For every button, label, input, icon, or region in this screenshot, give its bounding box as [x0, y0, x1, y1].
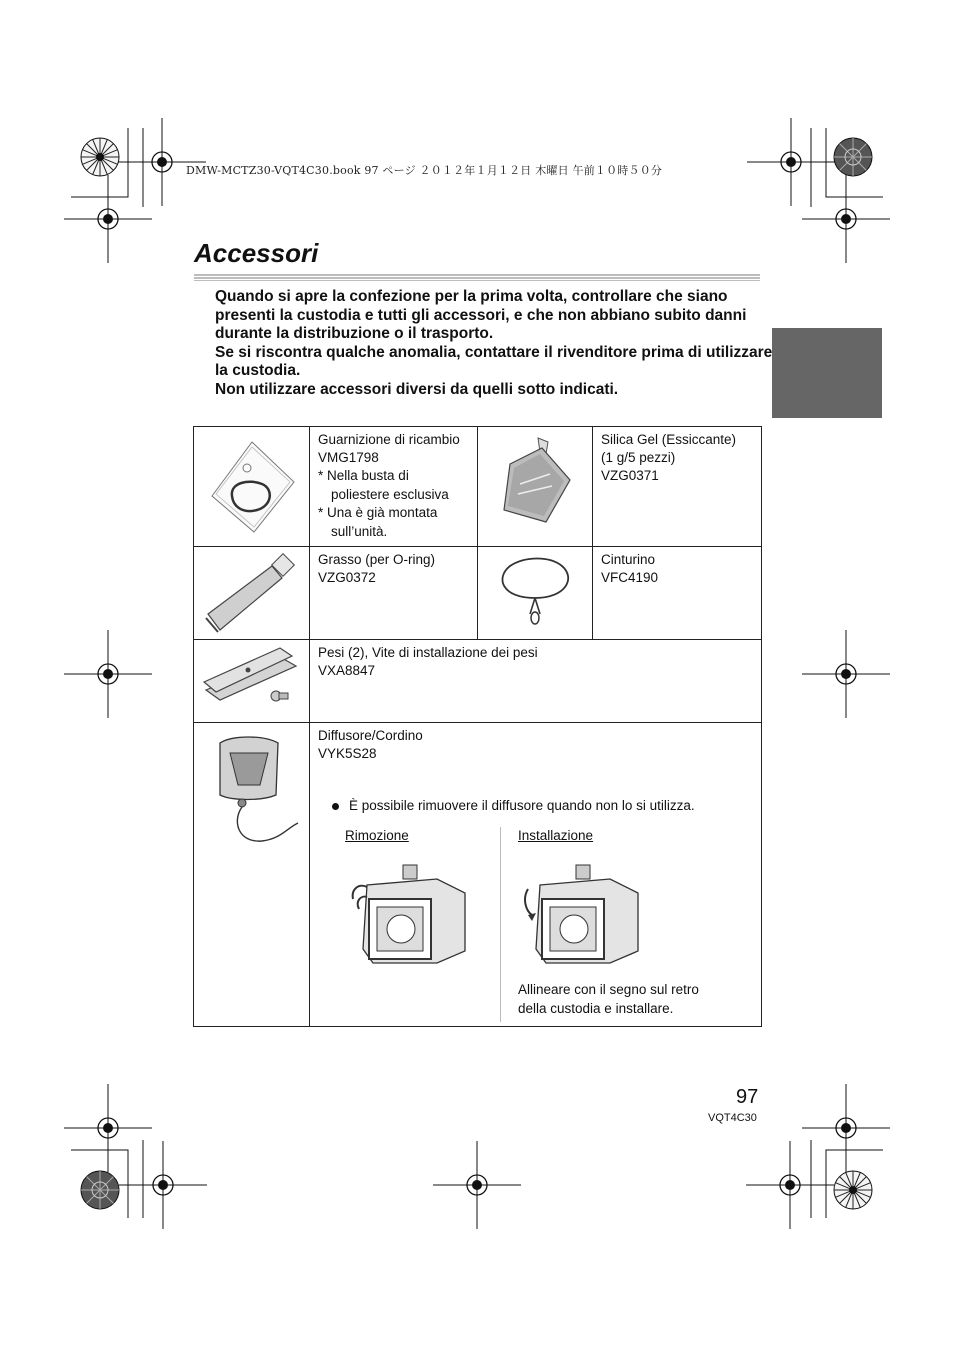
- gasket-notes: [318, 467, 469, 541]
- bullet-dot-icon: [332, 803, 339, 810]
- silica-gel-icon: [490, 434, 580, 534]
- install-step: [501, 827, 728, 1022]
- intro-text: [215, 288, 775, 399]
- diffuser-image-cell: [194, 723, 310, 1027]
- table-row: [194, 723, 762, 1027]
- table-row: [194, 547, 762, 640]
- diffuser-steps: [318, 827, 753, 1022]
- removal-label: Rimozione: [345, 828, 409, 843]
- gasket-info: [310, 427, 478, 547]
- silica-code: VZG0371: [601, 468, 659, 483]
- silica-detail: (1 g/5 pezzi): [601, 450, 676, 465]
- table-row: [194, 640, 762, 723]
- removal-step: [318, 827, 501, 1022]
- silica-name: Silica Gel (Essiccante): [601, 432, 737, 447]
- weights-image-cell: [194, 640, 310, 723]
- housing-install-icon: [518, 859, 643, 969]
- gasket-note-2: * Una è già montata sull’unità.: [318, 504, 469, 541]
- intro-paragraph-1: Quando si apre la confezione per la prima volta, controllare che siano presenti la custodia e tutti gli accessori, e che non abbiano subito danni durante la distribuzione o il trasporto.: [215, 288, 747, 342]
- diffuser-icon: [202, 731, 302, 859]
- grease-image-cell: [194, 547, 310, 640]
- section-tab: [772, 328, 882, 418]
- document-code: VQT4C30: [708, 1112, 757, 1124]
- intro-paragraph-3: Non utilizzare accessori diversi da quelli sotto indicati.: [215, 380, 619, 398]
- silica-info: [593, 427, 762, 547]
- strap-icon: [490, 548, 580, 634]
- gasket-code: VMG1798: [318, 450, 379, 465]
- gasket-image-cell: [194, 427, 310, 547]
- diffuser-code: VYK5S28: [318, 746, 377, 761]
- strap-code: VFC4190: [601, 570, 659, 585]
- install-label: Installazione: [518, 828, 594, 843]
- grease-info: [310, 547, 478, 640]
- gasket-note-1: * Nella busta di poliestere esclusiva: [318, 467, 469, 504]
- title-rule: [194, 274, 760, 281]
- weights-code: VXA8847: [318, 663, 376, 678]
- page-number: 97: [736, 1086, 759, 1108]
- silica-image-cell: [478, 427, 593, 547]
- install-caption: Allineare con il segno sul retro della custodia e installare.: [518, 982, 699, 1016]
- weights-icon: [200, 644, 304, 714]
- diffuser-info: [310, 723, 762, 1027]
- strap-name: Cinturino: [601, 552, 656, 567]
- page-title: Accessori: [194, 238, 319, 268]
- diffuser-name: Diffusore/Cordino: [318, 728, 423, 743]
- grease-name: Grasso (per O-ring): [318, 552, 436, 567]
- grease-code: VZG0372: [318, 570, 376, 585]
- weights-name: Pesi (2), Vite di installazione dei pesi: [318, 645, 538, 660]
- table-row: [194, 427, 762, 547]
- weights-info: [310, 640, 762, 723]
- grease-tube-icon: [202, 548, 302, 634]
- accessories-table: [193, 426, 762, 1027]
- strap-info: [593, 547, 762, 640]
- housing-removal-icon: [345, 859, 470, 969]
- intro-paragraph-2: Se si riscontra qualche anomalia, contattare il rivenditore prima di utilizzare la custodia.: [215, 343, 773, 379]
- print-header: DMW-MCTZ30-VQT4C30.book 97 ページ ２０１２年１月１２日 木曜日 午前１０時５０分: [186, 164, 663, 177]
- gasket-name: Guarnizione di ricambio: [318, 432, 460, 447]
- diffuser-bullet: [332, 797, 753, 815]
- gasket-bag-icon: [202, 434, 302, 534]
- diffuser-bullet-text: È possibile rimuovere il diffusore quando non lo si utilizza.: [349, 798, 695, 813]
- strap-image-cell: [478, 547, 593, 640]
